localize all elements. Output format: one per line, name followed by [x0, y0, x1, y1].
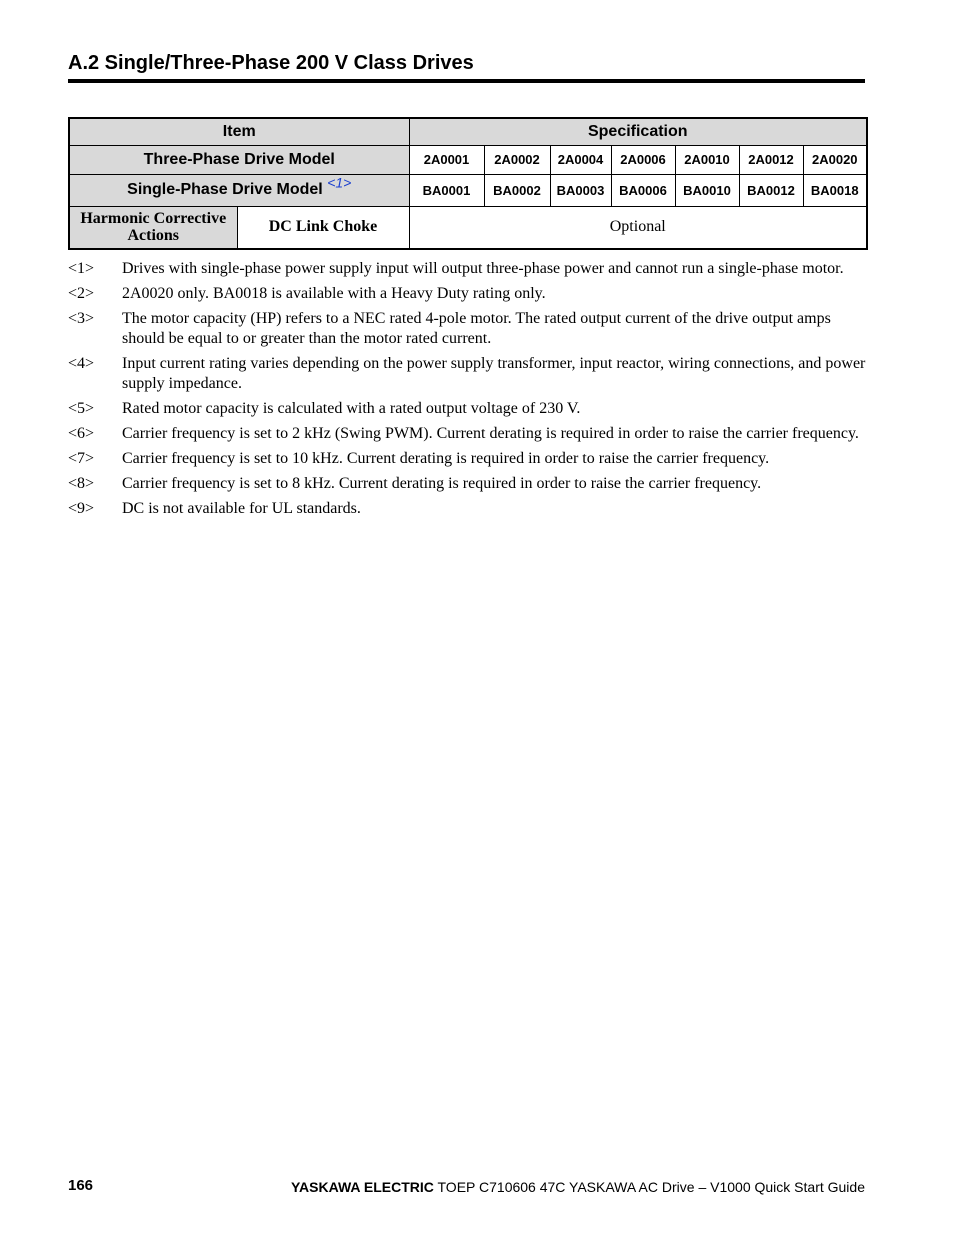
three-phase-model: 2A0020 [803, 145, 867, 174]
footnote-text: Carrier frequency is set to 8 kHz. Current derating is required in order to raise the carrier frequency. [122, 475, 762, 492]
single-phase-label-cell [69, 174, 409, 206]
header-item: Item [69, 118, 409, 145]
three-phase-model: 2A0002 [484, 145, 550, 174]
footnote-item [68, 354, 868, 394]
dc-link-label: DC Link Choke [237, 206, 409, 249]
single-phase-model: BA0001 [409, 174, 484, 206]
footnote-text: The motor capacity (HP) refers to a NEC rated 4-pole motor. The rated output current of the drive output amps should be equal to or greater than the motor rated current. [122, 310, 831, 347]
footnote-key: <4> [68, 355, 95, 372]
page-heading: A.2 Single/Three-Phase 200 V Class Drives [68, 50, 865, 83]
footnote-text: Rated motor capacity is calculated with a rated output voltage of 230 V. [122, 400, 581, 417]
footnote-item [68, 499, 868, 519]
footer-doc-title [291, 1179, 865, 1195]
footnote-key: <8> [68, 475, 95, 492]
footnote-item [68, 284, 868, 304]
single-phase-model: BA0003 [550, 174, 611, 206]
footnote-item [68, 309, 868, 349]
footnote-key: <1> [68, 260, 95, 277]
three-phase-model: 2A0004 [550, 145, 611, 174]
footnote-key: <2> [68, 285, 95, 302]
dc-link-value: Optional [409, 206, 867, 249]
page-footer [68, 1177, 865, 1197]
three-phase-model: 2A0010 [675, 145, 739, 174]
footnote-item [68, 424, 868, 444]
spec-table [68, 117, 868, 250]
single-phase-model: BA0018 [803, 174, 867, 206]
footnote-text: Drives with single-phase power supply input will output three-phase power and cannot run a single-phase motor. [122, 260, 844, 277]
harmonic-label: Harmonic Corrective Actions [69, 206, 237, 249]
footer-brand: YASKAWA ELECTRIC [291, 1179, 434, 1195]
footnotes [68, 259, 868, 524]
footnote-text: Carrier frequency is set to 10 kHz. Current derating is required in order to raise the carrier frequency. [122, 450, 770, 467]
footnote-text: DC is not available for UL standards. [122, 500, 361, 517]
footnote-text: Input current rating varies depending on the power supply transformer, input reactor, wiring connections, and power supply impedance. [122, 355, 866, 392]
three-phase-model: 2A0006 [611, 145, 675, 174]
footnote-item [68, 449, 868, 469]
footnote-key: <7> [68, 450, 95, 467]
single-phase-label: Single-Phase Drive Model [127, 181, 323, 198]
single-phase-model: BA0002 [484, 174, 550, 206]
footnote-item [68, 259, 868, 279]
footnote-item [68, 474, 868, 494]
footnote-item [68, 399, 868, 419]
single-phase-model: BA0006 [611, 174, 675, 206]
footnote-ref-link[interactable]: <1> [327, 174, 352, 191]
footnote-key: <5> [68, 400, 95, 417]
footer-doc: TOEP C710606 47C YASKAWA AC Drive – V1000 Quick Start Guide [433, 1179, 865, 1195]
single-phase-model: BA0012 [739, 174, 803, 206]
three-phase-label: Three-Phase Drive Model [69, 145, 409, 174]
three-phase-model: 2A0001 [409, 145, 484, 174]
footnote-key: <6> [68, 425, 95, 442]
footnote-key: <3> [68, 310, 95, 327]
header-specification: Specification [409, 118, 867, 145]
footnote-key: <9> [68, 500, 95, 517]
page-number: 166 [68, 1177, 94, 1194]
three-phase-model: 2A0012 [739, 145, 803, 174]
single-phase-model: BA0010 [675, 174, 739, 206]
footnote-text: 2A0020 only. BA0018 is available with a Heavy Duty rating only. [122, 285, 546, 302]
footnote-text: Carrier frequency is set to 2 kHz (Swing PWM). Current derating is required in order to raise the carrier frequency. [122, 425, 859, 442]
